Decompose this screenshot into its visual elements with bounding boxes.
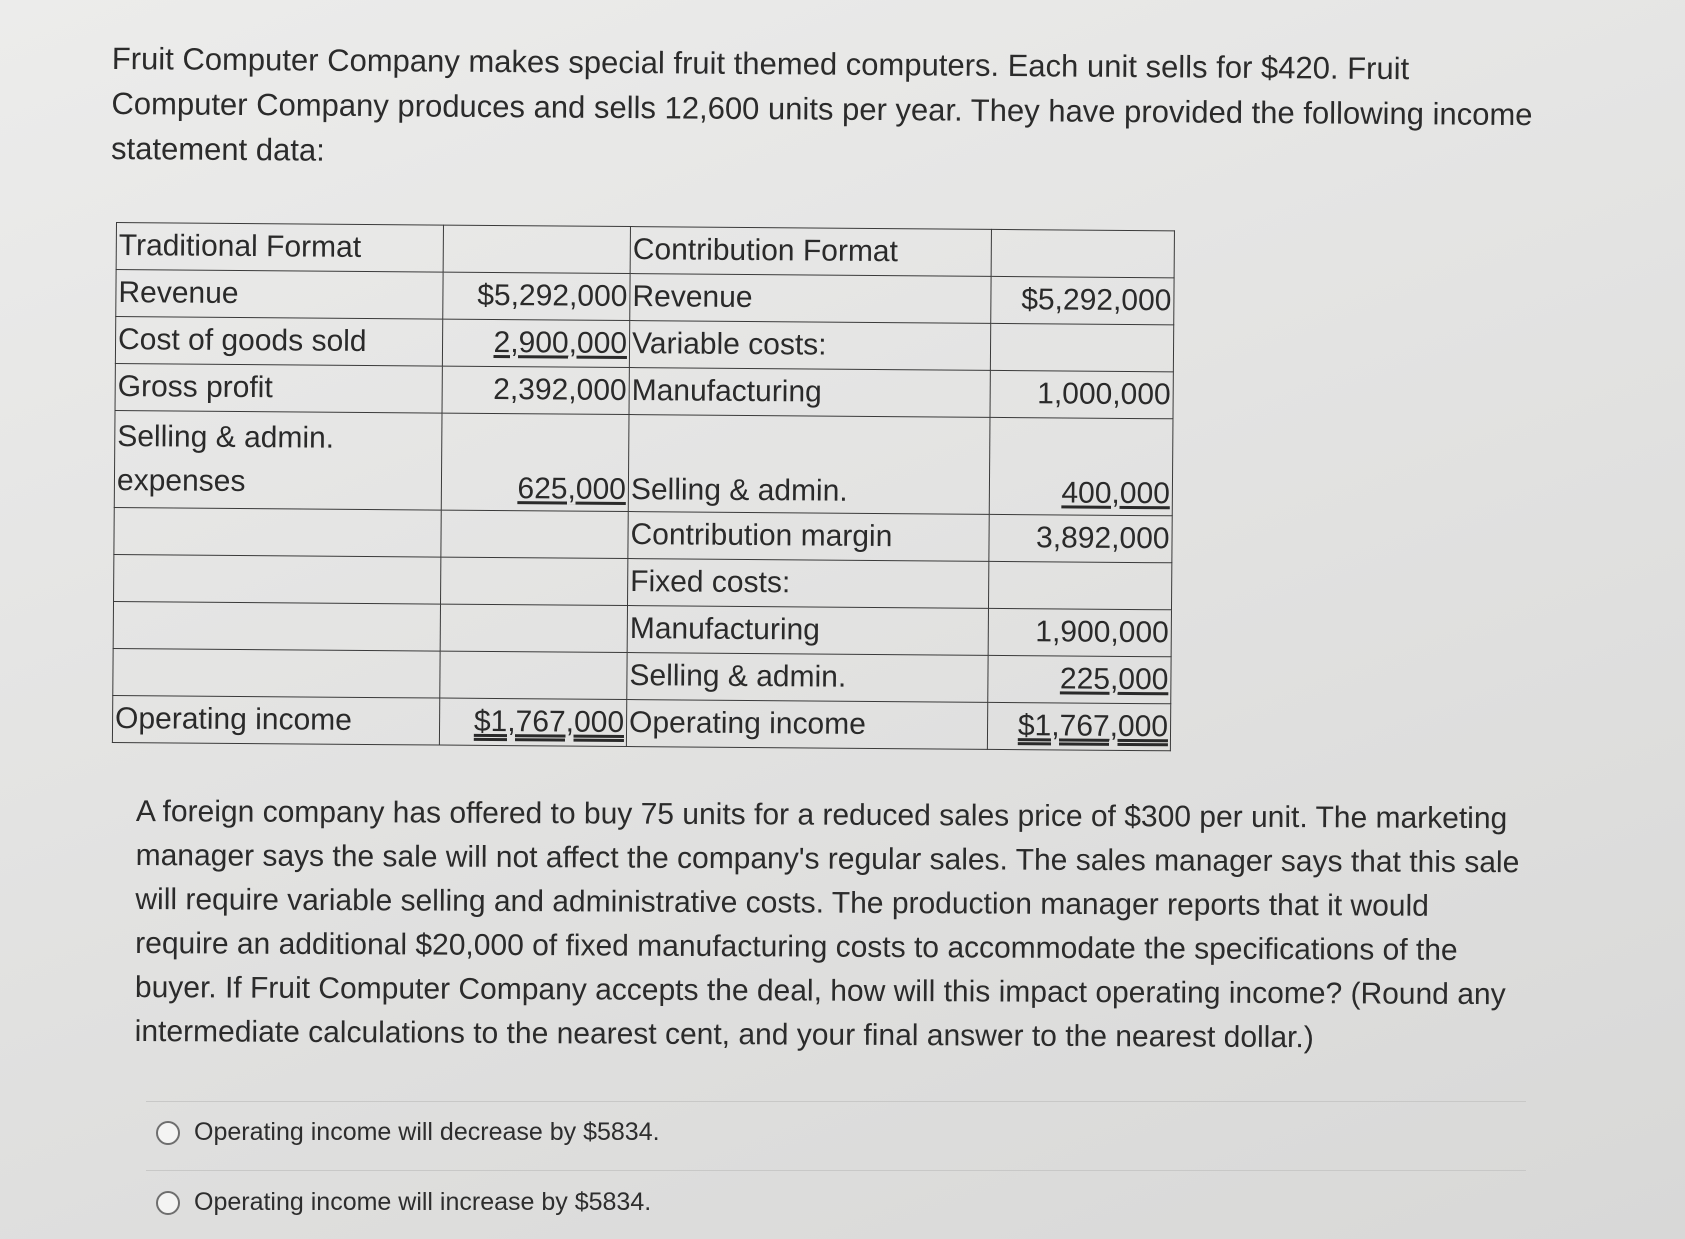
row-value: 2,392,000 <box>442 366 629 414</box>
problem-intro: Fruit Computer Company makes special fruit themed computers. Each unit sells for $420. Fruit Computer Company produces and sells 12,600 units per year. They have provided the following income statement data: <box>110 40 1533 168</box>
divider <box>146 1170 1526 1171</box>
row-value <box>987 702 1170 750</box>
table-row <box>115 363 1173 418</box>
row-value <box>439 698 626 746</box>
table-row <box>113 648 1171 703</box>
income-statement-table <box>112 222 1175 751</box>
row-value <box>988 655 1171 703</box>
question-text: A foreign company has offered to buy 75 units for a reduced sales price of $300 per unit. The marketing manager says the sale will not affect the company's regular sales. The sales manager says that this sale will require variable selling and administrative costs. The production manager reports that it would require an additional $20,000 of fixed manufacturing costs to accommodate the specifications of the buyer. If Fruit Computer Company accepts the deal, how will this impact operating income? (Round any intermediate calculations to the nearest cent, and your final answer to the nearest dollar.) <box>134 794 1520 1055</box>
underlined-value: 2,900,000 <box>493 325 628 360</box>
table-row <box>114 554 1172 609</box>
row-label: Manufacturing <box>627 606 988 656</box>
row-value <box>440 651 627 699</box>
table-row <box>116 270 1174 325</box>
row-value <box>441 557 628 605</box>
row-value: 1,900,000 <box>988 608 1171 656</box>
row-label-line: expenses <box>116 464 246 499</box>
row-label <box>114 507 441 557</box>
row-label <box>113 648 440 698</box>
row-label: Revenue <box>630 274 991 324</box>
row-value <box>989 417 1173 515</box>
row-label <box>114 410 442 510</box>
row-label: Revenue <box>116 270 443 320</box>
table-cell <box>443 225 630 273</box>
table-row <box>112 695 1170 750</box>
double-underlined-value: $1,767,000 <box>1017 708 1169 744</box>
table-cell <box>991 229 1174 277</box>
row-label: Gross profit <box>115 363 442 413</box>
row-value <box>440 604 627 652</box>
traditional-format-header: Traditional Format <box>116 223 443 273</box>
row-label-line: Selling & admin. <box>117 419 335 455</box>
radio-button[interactable] <box>156 1191 180 1215</box>
row-label: Cost of goods sold <box>115 317 442 367</box>
divider <box>146 1101 1526 1102</box>
row-label: Contribution margin <box>628 512 989 562</box>
row-value: 3,892,000 <box>989 514 1172 562</box>
radio-button[interactable] <box>156 1121 180 1145</box>
row-label: Manufacturing <box>629 368 990 418</box>
row-value <box>442 319 629 367</box>
row-label: Operating income <box>626 700 987 750</box>
row-value <box>990 323 1173 371</box>
row-label: Selling & admin. <box>627 653 988 703</box>
table-row <box>113 601 1171 656</box>
row-value <box>441 510 628 558</box>
row-label <box>114 554 441 604</box>
row-value <box>441 413 629 511</box>
underlined-value: 400,000 <box>1061 475 1171 510</box>
income-statement <box>112 222 1175 751</box>
row-value: $5,292,000 <box>443 272 630 320</box>
answer-option-decrease[interactable] <box>156 1118 660 1147</box>
row-label: Fixed costs: <box>628 559 989 609</box>
row-value <box>988 561 1171 609</box>
row-label: Selling & admin. <box>628 415 990 515</box>
contribution-format-header: Contribution Format <box>630 227 991 277</box>
underlined-value: 225,000 <box>1059 662 1169 697</box>
row-value: 1,000,000 <box>990 370 1173 418</box>
table-row <box>115 317 1173 372</box>
double-underlined-value: $1,767,000 <box>473 704 625 739</box>
option-label: Operating income will decrease by $5834. <box>194 1118 660 1146</box>
answer-option-increase[interactable] <box>156 1188 651 1217</box>
underlined-value: 625,000 <box>517 471 627 506</box>
row-value: $5,292,000 <box>991 276 1174 324</box>
table-row <box>114 410 1173 515</box>
row-label <box>113 601 440 651</box>
row-label: Variable costs: <box>629 321 990 371</box>
row-label: Operating income <box>112 695 439 745</box>
option-label: Operating income will increase by $5834. <box>194 1188 652 1216</box>
table-header-row <box>116 223 1174 278</box>
table-row <box>114 507 1172 562</box>
